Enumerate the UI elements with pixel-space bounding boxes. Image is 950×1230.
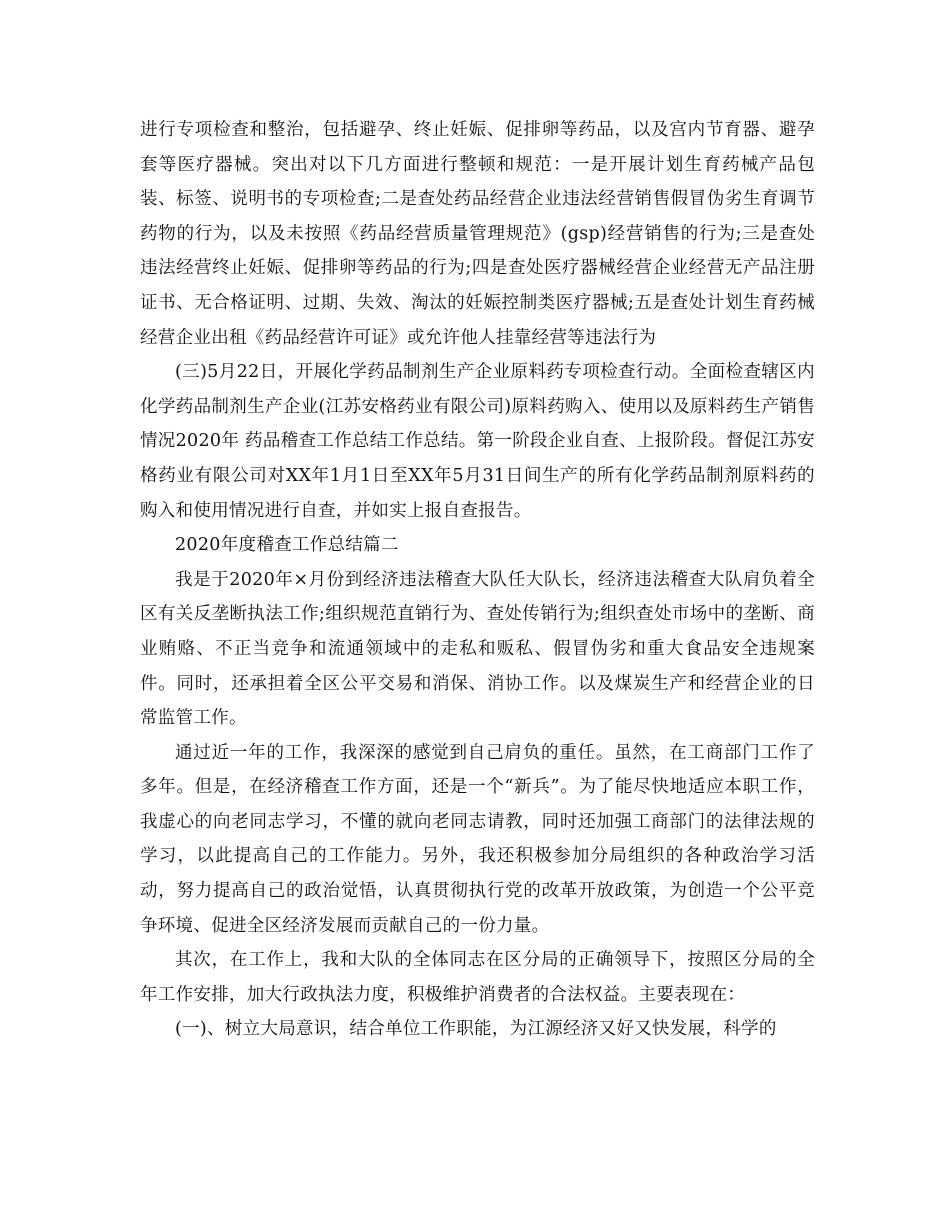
section-heading: 2020年度稽查工作总结篇二: [175, 535, 399, 556]
paragraph-4: 通过近一年的工作，我深深的感觉到自己肩负的重任。虽然，在工商部门工作了多年。但是，在经济稽查工作方面，还是一个“新兵”。为了能尽快地适应本职工作，我虚心的向老同志学习，不懂的就向老同志请教，同时还加强工商部门的法律法规的学习，以此提高自己的工作能力。另外，我还积极参加分局组织的各种政治学习活动，努力提高自己的政治觉悟，认真贯彻执行党的改革开放政策，为创造一个公平竞争环境、促进全区经济发展而贡献自己的一份力量。: [140, 742, 815, 936]
paragraph-6: (一)、树立大局意识，结合单位工作职能，为江源经济又好又快发展，科学的: [175, 1019, 777, 1040]
paragraph-2: (三)5月22日，开展化学药品制剂生产企业原料药专项检查行动。全面检查辖区内化学药品制剂生产企业(江苏安格药业有限公司)原料药购入、使用以及原料药生产销售情况2020年 药品稽查工作总结工作总结。第一阶段企业自查、上报阶段。督促江苏安格药业有限公司对XX年1月1日至XX年5月31日间生产的所有化学药品制剂原料药的购入和使用情况进行自查，并如实上报自查报告。: [140, 362, 815, 521]
document-page: [140, 113, 815, 1047]
paragraph-3: 我是于2020年×月份到经济违法稽查大队任大队长，经济违法稽查大队肩负着全区有关反垄断执法工作;组织规范直销行为、查处传销行为;组织查处市场中的垄断、商业贿赂、不正当竞争和流通领域中的走私和贩私、假冒伪劣和重大食品安全违规案件。同时，还承担着全区公平交易和消保、消协工作。以及煤炭生产和经营企业的日常监管工作。: [140, 569, 815, 729]
paragraph-1: 进行专项检查和整治，包括避孕、终止妊娠、促排卵等药品，以及宫内节育器、避孕套等医疗器械。突出对以下几方面进行整顿和规范：一是开展计划生育药械产品包装、标签、说明书的专项检查;二是查处药品经营企业违法经营销售假冒伪劣生育调节药物的行为，以及未按照《药品经营质量管理规范》(gsp)经营销售的行为;三是查处违法经营终止妊娠、促排卵等药品的行为;四是查处医疗器械经营企业经营无产品注册证书、无合格证明、过期、失效、淘汰的妊娠控制类医疗器械;五是查处计划生育药械经营企业出租《药品经营许可证》或允许他人挂靠经营等违法行为: [140, 120, 815, 348]
paragraph-5: 其次，在工作上，我和大队的全体同志在区分局的正确领导下，按照区分局的全年工作安排，加大行政执法力度，积极维护消费者的合法权益。主要表现在：: [140, 950, 815, 1005]
